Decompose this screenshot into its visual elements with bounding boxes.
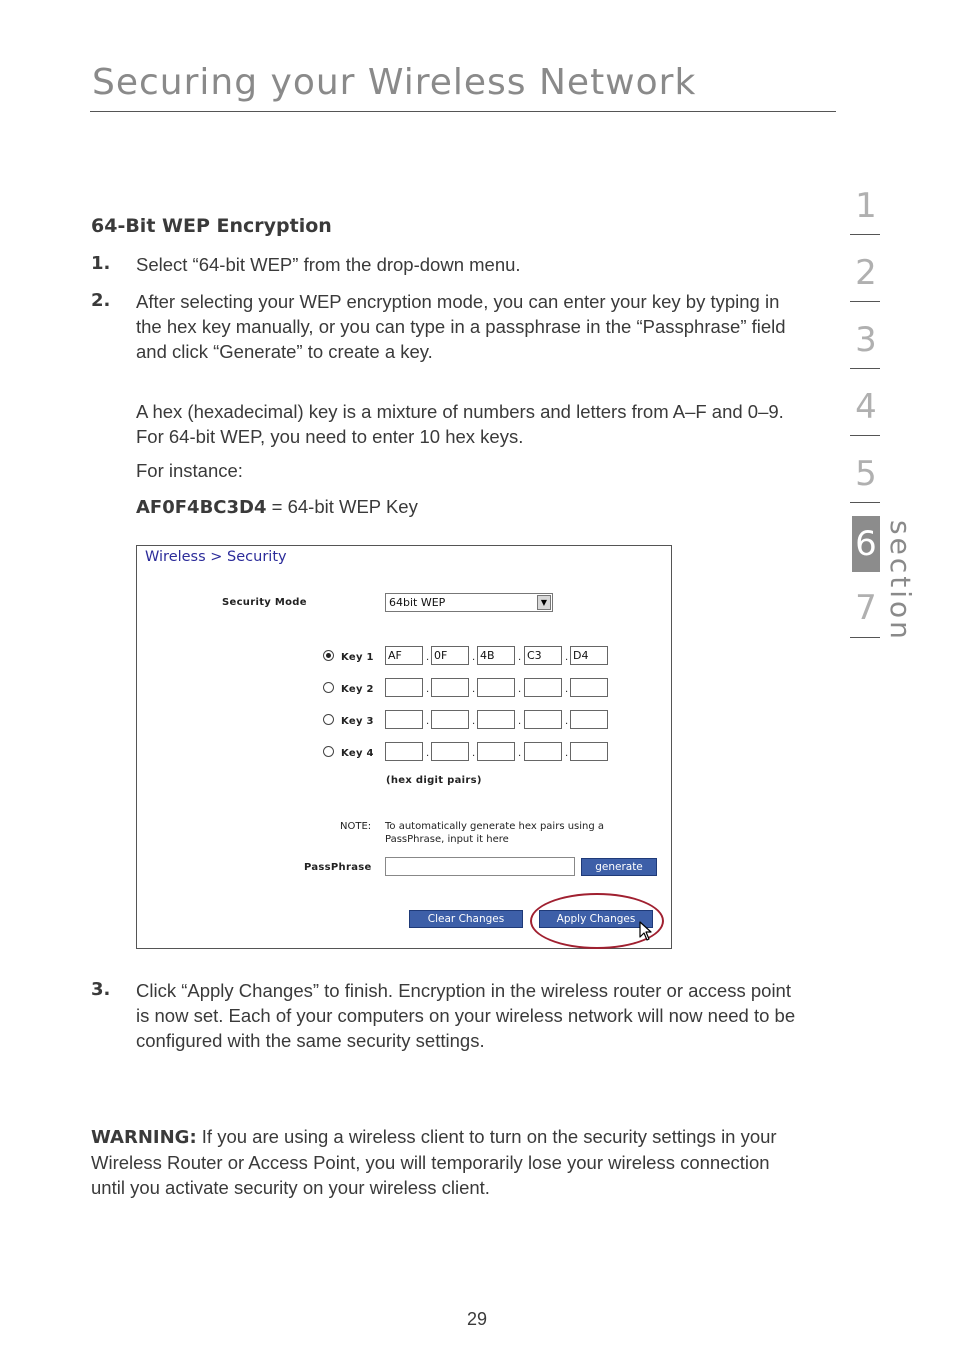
warning-text: If you are using a wireless client to turn on the security settings in your Wireless Router or Access Point, you will temporarily lose your wireless connection until you activate security on your wireless client. bbox=[91, 1126, 777, 1198]
key3-radio[interactable] bbox=[323, 714, 334, 725]
section-nav-item-4[interactable]: 4 bbox=[855, 387, 877, 427]
step-text: After selecting your WEP encryption mode, you can enter your key by typing in the hex key manually, or you can type in a passphrase in the “Passphrase” field and click “Generate” to create a key. bbox=[136, 291, 786, 362]
router-security-screenshot bbox=[136, 545, 672, 949]
warning-paragraph bbox=[91, 1124, 801, 1200]
example-key: AF0F4BC3D4 bbox=[136, 497, 267, 518]
key4-hex-3[interactable] bbox=[477, 742, 515, 761]
key2-hex-2[interactable] bbox=[431, 678, 469, 697]
key3-hex-5[interactable] bbox=[570, 710, 608, 729]
hex-separator: . bbox=[472, 652, 476, 663]
section-label: section bbox=[884, 520, 917, 642]
step-number: 2. bbox=[91, 290, 111, 311]
section-nav-item-6-active[interactable]: 6 bbox=[852, 516, 880, 572]
key1-hex-1[interactable]: AF bbox=[385, 646, 423, 665]
section-nav-divider bbox=[850, 301, 880, 302]
section-nav-divider bbox=[850, 234, 880, 235]
hex-separator: . bbox=[472, 748, 476, 759]
title-divider bbox=[90, 111, 836, 112]
key3-label: Key 3 bbox=[341, 716, 374, 727]
key1-hex-5[interactable]: D4 bbox=[570, 646, 608, 665]
hex-separator: . bbox=[518, 684, 522, 695]
apply-changes-button[interactable]: Apply Changes bbox=[539, 910, 653, 928]
section-nav-item-5[interactable]: 5 bbox=[855, 454, 877, 494]
example-key-line bbox=[136, 494, 801, 520]
section-nav-divider bbox=[850, 368, 880, 369]
step-number: 1. bbox=[91, 253, 111, 274]
key1-hex-3[interactable]: 4B bbox=[477, 646, 515, 665]
key3-hex-3[interactable] bbox=[477, 710, 515, 729]
section-nav-divider bbox=[850, 637, 880, 638]
hex-explanation: A hex (hexadecimal) key is a mixture of numbers and letters from A–F and 0–9. For 64-bit WEP, you need to enter 10 hex keys. bbox=[136, 401, 784, 447]
security-mode-value: 64bit WEP bbox=[389, 596, 446, 609]
generate-button[interactable]: generate bbox=[581, 858, 657, 876]
key4-hex-5[interactable] bbox=[570, 742, 608, 761]
hex-separator: . bbox=[518, 748, 522, 759]
section-nav-item-2[interactable]: 2 bbox=[855, 253, 877, 293]
hex-separator: . bbox=[472, 716, 476, 727]
hex-separator: . bbox=[426, 684, 430, 695]
for-instance: For instance: bbox=[136, 460, 243, 481]
section-nav-divider bbox=[850, 502, 880, 503]
section-nav-divider bbox=[850, 435, 880, 436]
breadcrumb: Wireless > Security bbox=[145, 549, 287, 565]
key4-radio[interactable] bbox=[323, 746, 334, 757]
example-key-suffix: = 64-bit WEP Key bbox=[266, 496, 418, 517]
hex-separator: . bbox=[518, 652, 522, 663]
note-line-1: To automatically generate hex pairs using a bbox=[385, 821, 605, 832]
page-number: 29 bbox=[466, 1309, 488, 1329]
key2-label: Key 2 bbox=[341, 684, 374, 695]
section-nav-item-1[interactable]: 1 bbox=[855, 186, 877, 226]
hex-separator: . bbox=[518, 716, 522, 727]
mouse-pointer-icon bbox=[639, 921, 653, 941]
subheading: 64-Bit WEP Encryption bbox=[91, 215, 332, 237]
section-nav-item-7[interactable]: 7 bbox=[855, 588, 877, 628]
key4-hex-2[interactable] bbox=[431, 742, 469, 761]
key2-hex-4[interactable] bbox=[524, 678, 562, 697]
key4-hex-4[interactable] bbox=[524, 742, 562, 761]
key1-hex-2[interactable]: 0F bbox=[431, 646, 469, 665]
key1-hex-4[interactable]: C3 bbox=[524, 646, 562, 665]
security-mode-select[interactable] bbox=[385, 593, 553, 612]
key4-hex-1[interactable] bbox=[385, 742, 423, 761]
note-line-2: PassPhrase, input it here bbox=[385, 834, 509, 845]
key3-hex-2[interactable] bbox=[431, 710, 469, 729]
key1-radio[interactable] bbox=[323, 650, 334, 661]
step-text: Click “Apply Changes” to finish. Encryption in the wireless router or access point is now set. Each of your computers on your wireless network will now need to be configured with the same security settings. bbox=[136, 980, 796, 1051]
hex-separator: . bbox=[565, 684, 569, 695]
clear-changes-button[interactable]: Clear Changes bbox=[409, 910, 523, 928]
security-mode-label: Security Mode bbox=[222, 597, 307, 608]
passphrase-input[interactable] bbox=[385, 857, 575, 876]
hex-separator: . bbox=[565, 716, 569, 727]
hex-separator: . bbox=[565, 652, 569, 663]
key2-hex-3[interactable] bbox=[477, 678, 515, 697]
key2-hex-1[interactable] bbox=[385, 678, 423, 697]
step-text: Select “64-bit WEP” from the drop-down menu. bbox=[136, 254, 521, 275]
hex-hint: (hex digit pairs) bbox=[386, 775, 482, 786]
key2-radio[interactable] bbox=[323, 682, 334, 693]
hex-separator: . bbox=[426, 652, 430, 663]
key3-hex-1[interactable] bbox=[385, 710, 423, 729]
hex-separator: . bbox=[472, 684, 476, 695]
passphrase-label: PassPhrase bbox=[304, 862, 372, 873]
key1-label: Key 1 bbox=[341, 652, 374, 663]
key3-hex-4[interactable] bbox=[524, 710, 562, 729]
step-number: 3. bbox=[91, 979, 111, 1000]
key2-hex-5[interactable] bbox=[570, 678, 608, 697]
note-label: NOTE: bbox=[340, 821, 372, 832]
hex-separator: . bbox=[565, 748, 569, 759]
hex-separator: . bbox=[426, 748, 430, 759]
chevron-down-icon[interactable]: ▼ bbox=[537, 595, 551, 610]
hex-separator: . bbox=[426, 716, 430, 727]
key4-label: Key 4 bbox=[341, 748, 374, 759]
page-title: Securing your Wireless Network bbox=[92, 62, 697, 103]
section-nav-item-3[interactable]: 3 bbox=[855, 320, 877, 360]
warning-label: WARNING: bbox=[91, 1127, 197, 1148]
